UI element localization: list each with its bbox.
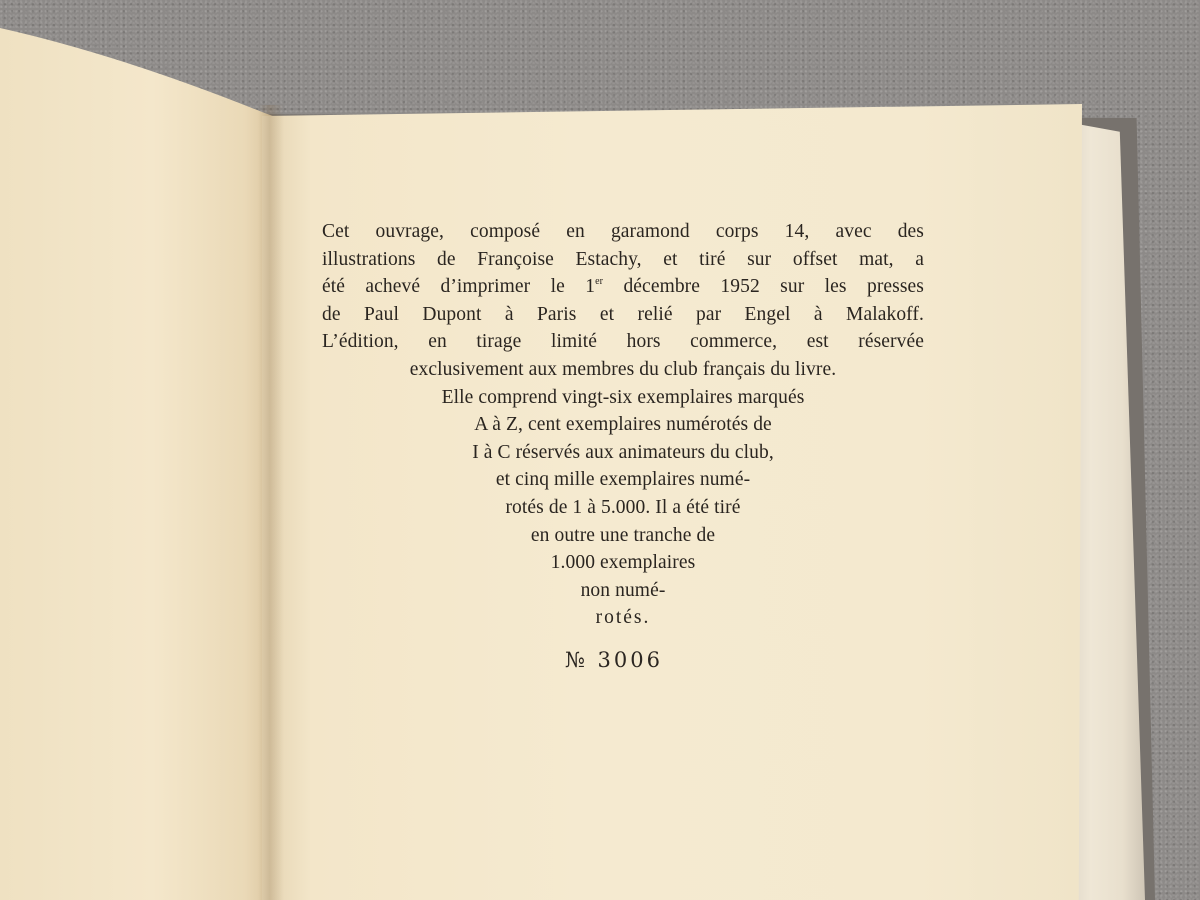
copy-number: № 3006 <box>565 648 663 672</box>
colophon-line: Cet ouvrage, composé en garamond corps 14, avec des <box>322 221 924 242</box>
colophon-line: Elle comprend vingt-six exemplaires marqués <box>441 386 805 408</box>
colophon-line: rotés. <box>595 607 651 629</box>
ordinal-superscript: er <box>595 276 604 288</box>
colophon-line-part: décembre 1952 sur les presses <box>603 276 924 298</box>
colophon-line: exclusivement aux membres du club français du livre. <box>409 358 837 380</box>
colophon-line: non numé- <box>580 579 666 601</box>
colophon-line: L’édition, en tirage limité hors commerce, est réservée <box>322 331 924 353</box>
colophon-line: et cinq mille exemplaires numé- <box>495 469 751 491</box>
colophon-line: A à Z, cent exemplaires numérotés de <box>474 414 772 436</box>
left-page <box>0 0 278 900</box>
colophon-line: rotés de 1 à 5.000. Il a été tiré <box>505 496 741 518</box>
colophon-line: 1.000 exemplaires <box>550 552 696 574</box>
colophon-text <box>322 218 924 632</box>
colophon-line: de Paul Dupont à Paris et relié par Engel à Malakoff. <box>322 303 924 325</box>
book-gutter <box>258 105 284 900</box>
colophon-line-part: été achevé d’imprimer le 1 <box>322 276 596 298</box>
colophon-line-date <box>322 273 924 301</box>
colophon-line: I à C réservés aux animateurs du club, <box>472 441 774 463</box>
colophon-line: en outre une tranche de <box>530 524 716 546</box>
colophon-line: illustrations de Françoise Estachy, et tiré sur offset mat, a <box>322 248 924 270</box>
